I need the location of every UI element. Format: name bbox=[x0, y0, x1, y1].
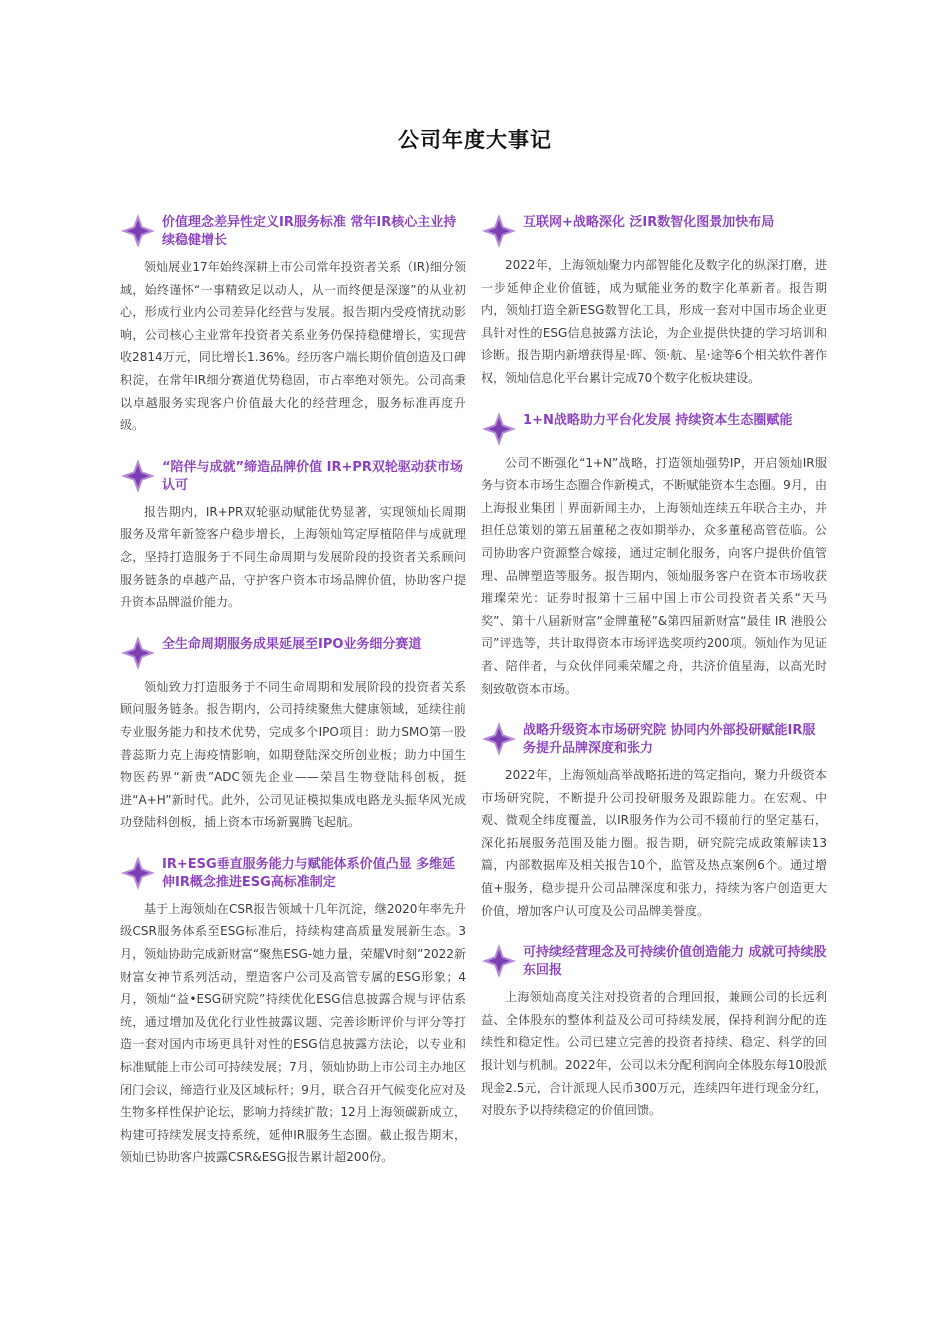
section-title: 价值理念差异性定义IR服务标准 常年IR核心主业持续稳健增长 bbox=[162, 215, 457, 248]
section-body: 2022年，上海领灿高举战略拓进的笃定指向，聚力升级资本市场研究院，不断提升公司投研服务及跟踪能力。在宏观、中观、微观全纬度覆盖，以IR服务作为公司不辍前行的坚定基石，深化拓展服务范围及能力圈。报告期，研究院完成政策解读13篇，内部数据库及相关报告10个，监管及热点案例6个。通过增值+服务，稳步提升公司品牌深度和张力，持续为客户创造更大价值，增加客户认可度及公司品牌美誉度。 bbox=[481, 768, 827, 918]
star-icon bbox=[120, 213, 156, 249]
section-title: 1+N战略助力平台化发展 持续资本生态圈赋能 bbox=[523, 412, 793, 428]
section-header bbox=[120, 854, 466, 892]
section-body: 上海领灿高度关注对投资者的合理回报，兼顾公司的长远利益、全体股东的整体利益及公司可持续发展，保持利润分配的连续性和稳定性。公司已建立完善的投资者持续、稳定、科学的回报计划与机制。2022年，公司以未分配利润向全体股东每10股派现金2.5元，合计派现人民币300万元，连续四年进行现金分红，对股东予以持续稳定的价值回馈。 bbox=[481, 990, 827, 1118]
section-title: 战略升级资本市场研究院 协同内外部投研赋能IR服务提升品牌深度和张力 bbox=[523, 723, 816, 757]
section-digital-ir bbox=[481, 212, 827, 390]
section-ir-service-standard bbox=[120, 212, 466, 437]
star-icon bbox=[120, 855, 156, 891]
star-icon bbox=[481, 943, 517, 979]
section-title: “陪伴与成就”缔造品牌价值 IR+PR双轮驱动获市场认可 bbox=[162, 459, 463, 493]
star-icon bbox=[120, 635, 156, 671]
section-brand-value bbox=[120, 457, 466, 614]
section-research-institute bbox=[481, 720, 827, 922]
section-header bbox=[481, 212, 827, 248]
section-ir-esg bbox=[120, 854, 466, 1169]
section-1n-strategy bbox=[481, 410, 827, 701]
page-title: 公司年度大事记 bbox=[398, 128, 552, 152]
section-title: 全生命周期服务成果延展至IPO业务细分赛道 bbox=[162, 636, 422, 652]
star-icon bbox=[120, 458, 156, 494]
section-body: 2022年，上海领灿聚力内部智能化及数字化的纵深打磨，进一步延伸企业价值链，成为赋能业务的数字化革新者。报告期内，领灿打造全新ESG数智化工具，形成一套对中国市场企业更具针对性的ESG信息披露方法论，为企业提供快捷的学习培训和诊断。报告期内新增获得星·晖、领·航、星·途等6个相关软件著作权，领灿信息化平台累计完成70个数字化板块建设。 bbox=[481, 258, 827, 385]
section-shareholder-return bbox=[481, 942, 827, 1122]
section-title: IR+ESG垂直服务能力与赋能体系价值凸显 多维延伸IR概念推进ESG高标准制定 bbox=[162, 856, 456, 890]
section-ipo-track bbox=[120, 634, 466, 834]
star-icon bbox=[481, 213, 517, 249]
section-body: 基于上海领灿在CSR报告领域十几年沉淀，继2020年率先升级CSR服务体系至ESG标准后，持续构建高质量发展新生态。3月，领灿协助完成新财富“聚焦ESG-她力量，荣耀V时刻”2022新财富女神节系列活动，塑造客户公司及高管专属的ESG形象；4月，领灿“益•ESG研究院”持续优化ESG信息披露合规与评估系统，通过增加及优化行业性披露议题、完善诊断评价与评分等打造一套对国内市场更具针对性的ESG信息披露方法论，以专业和标准赋能上市公司可持续发展；7月，领灿协助上市公司主办地区闭门会议，缔造行业及区域标杆；9月，联合召开气候变化应对及生物多样性保护论坛，影响力持续扩散；12月上海领碳新成立，构建可持续发展支持系统，延伸IR服务生态圈。截止报告期末，领灿已协助客户披露CSR&ESG报告累计超200份。 bbox=[120, 901, 466, 1165]
section-header bbox=[120, 212, 466, 250]
star-icon bbox=[481, 721, 517, 757]
right-column bbox=[481, 212, 827, 1142]
section-header bbox=[120, 634, 466, 670]
section-body: 领灿致力打造服务于不同生命周期和发展阶段的投资者关系顾问服务链条。报告期内，公司持续聚焦大健康领域，延续往前专业服务能力和技术优势，完成多个IPO项目：助力SMO第一股普蕊斯力克上海疫情影响，如期登陆深交所创业板；助力中国生物医药界“新贵”ADC领先企业——荣昌生物登陆科创板，挺进“A+H”新时代。此外，公司见证模拟集成电路龙头振华风光成功登陆科创板，插上资本市场新翼腾飞起航。 bbox=[120, 679, 466, 830]
section-body: 报告期内，IR+PR双轮驱动赋能优势显著，实现领灿长周期服务及常年新签客户稳步增长，上海领灿笃定厚植陪伴与成就理念，坚持打造服务于不同生命周期与发展阶段的投资者关系顾问服务链条的卓越产品，守护客户资本市场品牌价值，协助客户提升资本品牌溢价能力。 bbox=[120, 504, 466, 610]
section-header bbox=[481, 410, 827, 446]
section-body: 领灿展业17年始终深耕上市公司常年投资者关系（IR)细分领域，始终谨怀“一事精致足以动人，从一而终便是深邃”的从业初心，形成行业内公司差异化经营与发展。报告期内受疫情扰动影响，公司核心主业常年投资者关系业务仍保持稳健增长，实现营收2814万元，同比增长1.36%。经历客户端长期价值创造及口碑积淀，在常年IR细分赛道优势稳固，市占率绝对领先。公司高秉以卓越服务实现客户价值最大化的经营理念，服务标准再度升级。 bbox=[120, 260, 466, 433]
section-header bbox=[481, 720, 827, 758]
section-body: 公司不断强化“1+N”战略，打造领灿强势IP，开启领灿IR服务与资本市场生态圈合作新模式，不断赋能资本生态圈。9月，由上海报业集团｜界面新闻主办，上海领灿连续五年联合主办，并担任总策划的第五届董秘之夜如期举办，众多董秘高管莅临。公司协助客户资源整合嫁接，通过定制化服务，向客户提供价值管理、品牌塑造等服务。报告期内，领灿服务客户在资本市场收获璀璨荣光：证券时报第十三届中国上市公司投资者关系“天马奖”、第十八届新财富“金牌董秘”&第四届新财富“最佳 IR 港股公司”评选等，共计取得资本市场评选奖项约200项。领灿作为见证者、陪伴者，与众伙伴同乘荣耀之舟，共济价值星海，以高光时刻致敬资本市场。 bbox=[481, 455, 827, 696]
left-column bbox=[120, 212, 466, 1189]
section-title: 可持续经营理念及可持续价值创造能力 成就可持续股东回报 bbox=[523, 945, 827, 979]
section-title: 互联网+战略深化 泛IR数智化图景加快布局 bbox=[523, 215, 775, 230]
star-icon bbox=[481, 411, 517, 447]
section-header bbox=[120, 457, 466, 495]
section-header bbox=[481, 942, 827, 980]
